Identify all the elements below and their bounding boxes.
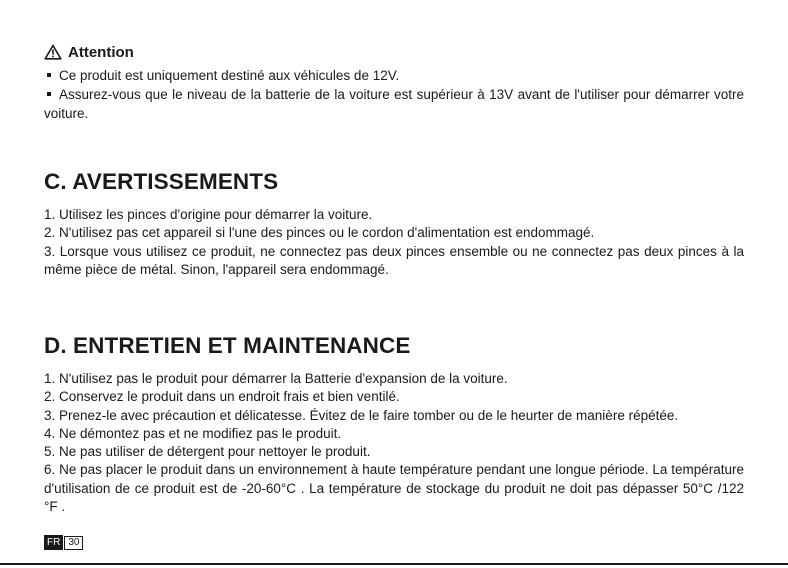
- page-number: 30: [64, 536, 83, 550]
- attention-heading: [44, 42, 744, 62]
- attention-title: Attention: [68, 43, 134, 61]
- attention-bullet-text: Ce produit est uniquement destiné aux véhicules de 12V.: [59, 68, 400, 83]
- section-title: D. ENTRETIEN ET MAINTENANCE: [44, 333, 411, 358]
- warning-triangle-icon: [44, 44, 62, 60]
- section-avertissements: [44, 168, 744, 279]
- attention-bullet: [44, 66, 744, 85]
- item-list: [44, 206, 744, 279]
- list-item: 4. Ne démontez pas et ne modifiez pas le produit.: [44, 425, 342, 441]
- list-item: 5. Ne pas utiliser de détergent pour nettoyer le produit.: [44, 444, 371, 460]
- item-list: [44, 370, 744, 516]
- list-item: 3. Lorsque vous utilisez ce produit, ne connectez pas deux pinces ensemble ou ne connectez pas deux pinces à la même pièce de métal. Sinon, l'appareil sera endommagé.: [44, 243, 744, 277]
- list-item: 6. Ne pas placer le produit dans un environnement à haute température pendant une longue période. La température d'utilisation de ce produit est de -20-60°C . La température de stockage du produit ne doit pas dépasser 50°C /122 °F .: [44, 462, 744, 515]
- bullet-square-icon: [47, 73, 51, 77]
- section-title: C. AVERTISSEMENTS: [44, 169, 279, 194]
- page-footer: [44, 535, 83, 550]
- attention-bullet: [44, 85, 744, 123]
- bullet-square-icon: [47, 92, 51, 96]
- bottom-divider: [0, 563, 788, 565]
- list-item: 1. N'utilisez pas le produit pour démarrer la Batterie d'expansion de la voiture.: [44, 371, 508, 386]
- list-item: 2. Conservez le produit dans un endroit frais et bien ventilé.: [44, 389, 400, 405]
- attention-bullet-text: Assurez-vous que le niveau de la batterie de la voiture est supérieur à 13V avant de l'utiliser pour démarrer votre voiture.: [44, 87, 744, 121]
- section-entretien: [44, 332, 744, 516]
- attention-box: [44, 42, 744, 123]
- list-item: 2. N'utilisez pas cet appareil si l'une des pinces ou le cordon d'alimentation est endommagé.: [44, 225, 595, 241]
- language-badge: FR: [44, 535, 63, 550]
- list-item: 3. Prenez-le avec précaution et délicatesse. Évitez de le faire tomber ou de le heurter de manière répétée.: [44, 407, 679, 423]
- list-item: 1. Utilisez les pinces d'origine pour démarrer la voiture.: [44, 207, 373, 222]
